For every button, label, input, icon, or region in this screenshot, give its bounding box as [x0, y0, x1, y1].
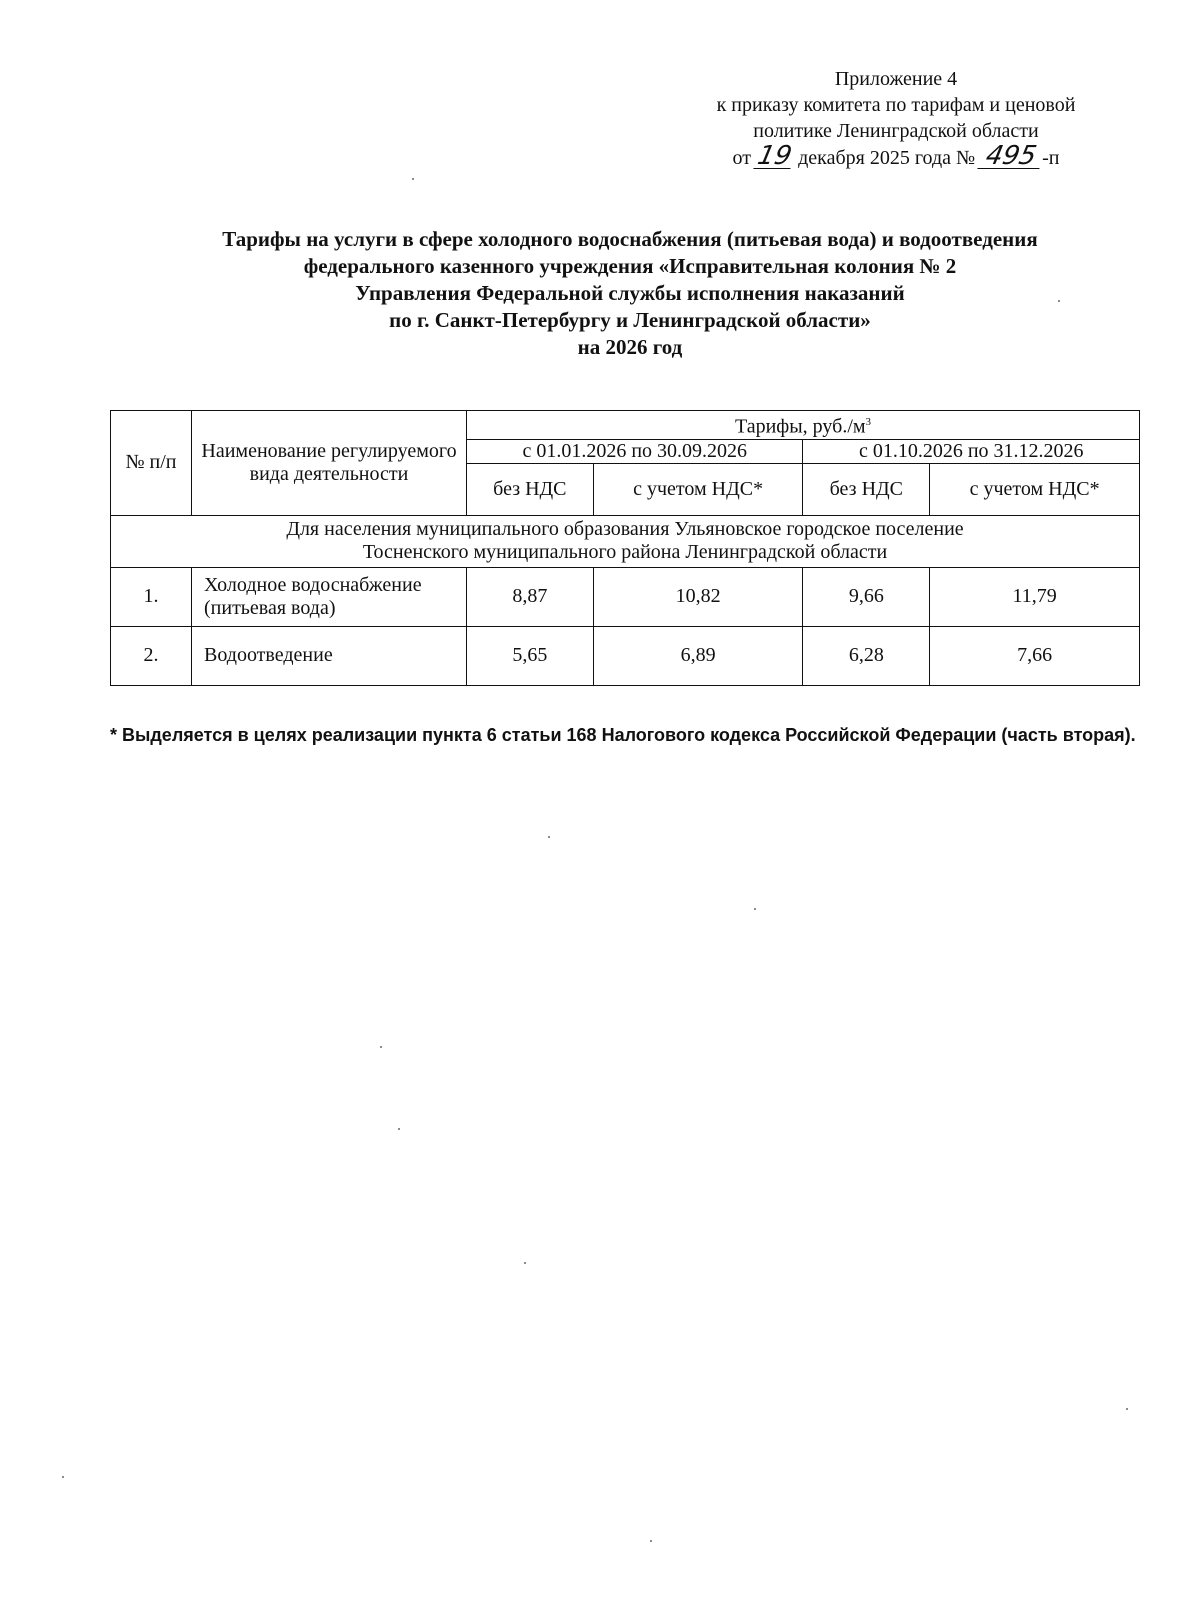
handwritten-day: 19 — [754, 141, 795, 171]
header-p2-no-vat: без НДС — [803, 463, 930, 515]
header-name: Наименование регулируемого вида деятельности — [192, 411, 467, 516]
scan-speck — [650, 1540, 652, 1542]
appendix-committee-line: политике Ленинградской области — [753, 120, 1039, 142]
appendix-header — [656, 66, 1136, 171]
header-tariffs-text: Тарифы, руб./м — [734, 415, 866, 438]
table-group-row — [111, 515, 1140, 567]
date-middle: декабря 2025 года № — [798, 147, 976, 169]
date-prefix: от — [732, 147, 752, 169]
appendix-title: Приложение 4 — [834, 68, 958, 90]
row-num: 1. — [111, 567, 192, 626]
scan-speck — [412, 178, 414, 180]
table-row — [111, 567, 1140, 626]
row-p2-with-vat: 7,66 — [930, 626, 1140, 685]
header-period-2: с 01.10.2026 по 31.12.2026 — [803, 439, 1140, 463]
table-header-row — [111, 411, 1140, 440]
footnote: * Выделяется в целях реализации пункта 6 статьи 168 Налогового кодекса Российской Федерации (часть вторая). — [110, 725, 1136, 745]
header-p1-with-vat: с учетом НДС* — [593, 463, 803, 515]
table-row — [111, 626, 1140, 685]
row-p2-no-vat: 9,66 — [803, 567, 930, 626]
header-p2-with-vat: с учетом НДС* — [930, 463, 1140, 515]
title-line-1: Тарифы на услуги в сфере холодного водоснабжения (питьевая вода) и водоотведения — [222, 227, 1038, 251]
header-tariffs-unit-exponent: 3 — [865, 416, 872, 428]
row-name-line-2: (питьевая вода) — [204, 596, 336, 619]
document-title — [60, 226, 1200, 361]
title-line-4: по г. Санкт-Петербургу и Ленинградской области» — [389, 308, 871, 332]
row-p1-no-vat: 5,65 — [467, 626, 594, 685]
scan-speck — [754, 908, 756, 910]
order-number-suffix: -п — [1042, 147, 1060, 169]
row-p1-with-vat: 10,82 — [593, 567, 803, 626]
row-p1-with-vat: 6,89 — [593, 626, 803, 685]
scan-speck — [398, 1128, 400, 1130]
scan-speck — [1058, 300, 1060, 302]
row-name-line-1: Холодное водоснабжение — [204, 573, 422, 596]
row-name-line-1: Водоотведение — [204, 644, 333, 667]
scan-speck — [524, 1262, 526, 1264]
header-p1-no-vat: без НДС — [467, 463, 594, 515]
scan-speck — [548, 836, 550, 838]
scan-speck — [62, 1476, 64, 1478]
header-num: № п/п — [111, 411, 192, 516]
tariff-table — [110, 410, 1140, 686]
appendix-date-line — [656, 141, 1136, 171]
group-label-line-1: Для населения муниципального образования Ульяновское городское поселение — [286, 518, 964, 541]
scan-speck — [380, 1046, 382, 1048]
row-name — [192, 567, 467, 626]
title-line-5: на 2026 год — [577, 335, 683, 359]
group-label-line-2: Тосненского муниципального района Ленинградской области — [362, 541, 888, 564]
title-line-2: федерального казенного учреждения «Исправительная колония № 2 — [303, 254, 957, 278]
row-num: 2. — [111, 626, 192, 685]
group-label — [111, 515, 1140, 567]
header-period-1: с 01.01.2026 по 30.09.2026 — [467, 439, 803, 463]
appendix-order-line: к приказу комитета по тарифам и ценовой — [716, 94, 1076, 116]
scan-speck — [1126, 1408, 1128, 1410]
row-p1-no-vat: 8,87 — [467, 567, 594, 626]
title-line-3: Управления Федеральной службы исполнения наказаний — [355, 281, 905, 305]
row-p2-with-vat: 11,79 — [930, 567, 1140, 626]
row-name — [192, 626, 467, 685]
header-tariffs — [467, 411, 1140, 440]
handwritten-order-number: 495 — [977, 144, 1044, 169]
row-p2-no-vat: 6,28 — [803, 626, 930, 685]
